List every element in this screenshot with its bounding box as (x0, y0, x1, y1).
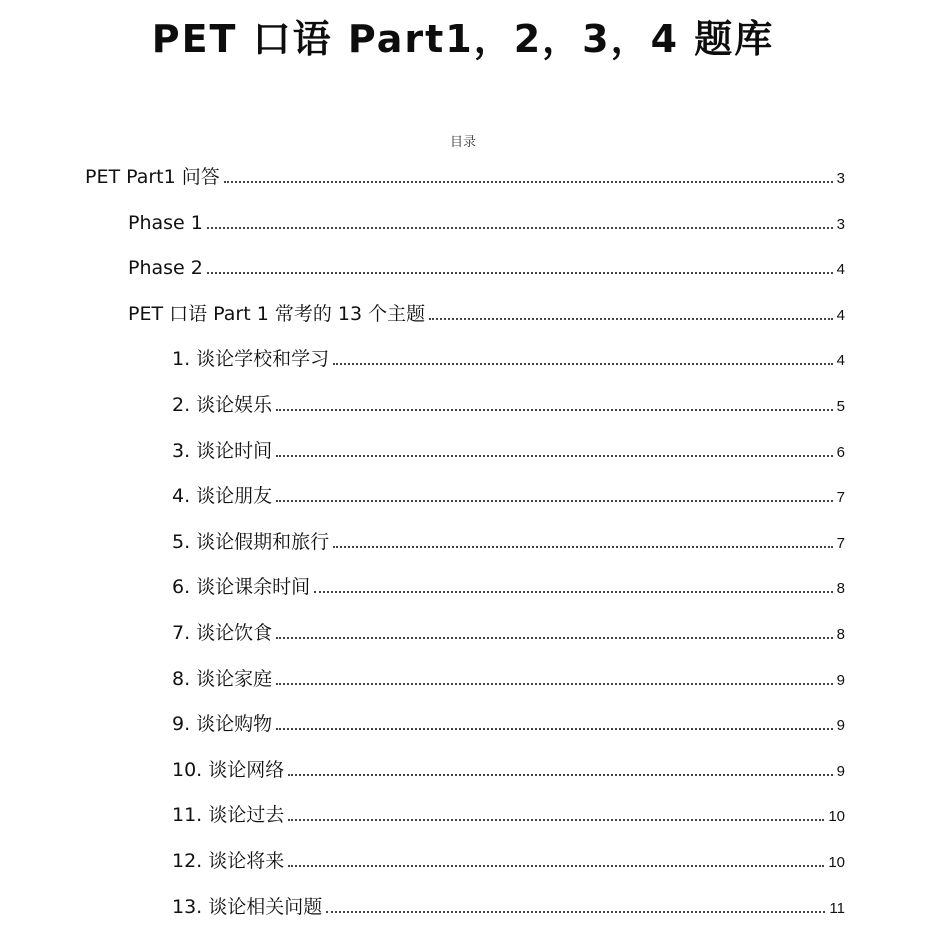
toc-entry[interactable] (172, 895, 845, 919)
toc-entry-label: PET Part1 问答 (85, 166, 220, 188)
toc-entry-label: 6. 谈论课余时间 (172, 576, 311, 598)
toc-dot-leader (333, 546, 832, 548)
toc-entry[interactable] (172, 530, 845, 554)
toc-entry-page-number: 10 (828, 854, 845, 871)
toc-entry-label: 9. 谈论购物 (172, 713, 273, 735)
toc-entry[interactable] (172, 439, 845, 463)
toc-dot-leader (276, 637, 832, 639)
toc-dot-leader (207, 227, 833, 229)
toc-entry[interactable] (172, 758, 845, 782)
toc-entry[interactable] (172, 712, 845, 736)
toc-entry-page-number: 4 (836, 307, 845, 324)
toc-entry-page-number: 9 (836, 672, 845, 689)
toc-entry-page-number: 3 (836, 216, 845, 233)
toc-entry[interactable] (128, 256, 845, 280)
toc-dot-leader (288, 819, 824, 821)
toc-entry-label: 8. 谈论家庭 (172, 668, 273, 690)
toc-entry[interactable] (172, 621, 845, 645)
toc-heading: 目录 (449, 135, 476, 150)
toc-entry-label: Phase 2 (128, 257, 203, 279)
toc-entry[interactable] (172, 575, 845, 599)
document-title: PET 口语 Part1，2，3，4 题库 (151, 17, 775, 61)
toc-entry[interactable] (85, 165, 845, 189)
toc-entry-page-number: 10 (828, 808, 845, 825)
toc-entry-label: PET 口语 Part 1 常考的 13 个主题 (128, 303, 426, 325)
toc-entry[interactable] (172, 484, 845, 508)
toc-entry-page-number: 11 (829, 900, 845, 917)
toc-entry-page-number: 4 (836, 261, 845, 278)
toc-dot-leader (429, 318, 833, 320)
toc-entry[interactable] (172, 803, 845, 827)
toc-entry-label: 13. 谈论相关问题 (172, 896, 323, 918)
toc-dot-leader (326, 911, 825, 913)
toc-dot-leader (276, 455, 832, 457)
toc-entry-label: 4. 谈论朋友 (172, 485, 273, 507)
toc-entry-label: 11. 谈论过去 (172, 804, 285, 826)
toc-dot-leader (314, 591, 832, 593)
toc-entry[interactable] (172, 347, 845, 371)
toc-entry-label: 3. 谈论时间 (172, 440, 273, 462)
toc-dot-leader (276, 409, 832, 411)
toc-entry-label: 7. 谈论饮食 (172, 622, 273, 644)
toc-entry-page-number: 5 (836, 398, 845, 415)
toc-entry[interactable] (128, 302, 845, 326)
toc-entry[interactable] (172, 393, 845, 417)
toc-entry-page-number: 3 (836, 170, 845, 187)
toc-entry-page-number: 7 (836, 535, 845, 552)
toc-entry-page-number: 7 (836, 489, 845, 506)
toc-entry[interactable] (172, 667, 845, 691)
toc-entry[interactable] (172, 849, 845, 873)
toc-dot-leader (224, 181, 833, 183)
toc-entry-page-number: 4 (836, 352, 845, 369)
toc-dot-leader (288, 774, 832, 776)
toc-entry-label: 5. 谈论假期和旅行 (172, 531, 330, 553)
toc-entry-label: 1. 谈论学校和学习 (172, 348, 330, 370)
toc-entry-page-number: 8 (836, 580, 845, 597)
toc-dot-leader (276, 500, 832, 502)
toc-dot-leader (288, 865, 824, 867)
toc-entry-page-number: 6 (836, 444, 845, 461)
toc-dot-leader (276, 683, 832, 685)
toc-dot-leader (207, 272, 833, 274)
toc-dot-leader (333, 363, 832, 365)
toc-entry-page-number: 9 (836, 717, 845, 734)
toc-entry-label: 2. 谈论娱乐 (172, 394, 273, 416)
toc-entry-label: 10. 谈论网络 (172, 759, 285, 781)
toc-entry-label: 12. 谈论将来 (172, 850, 285, 872)
toc-entry[interactable] (128, 211, 845, 235)
toc-dot-leader (276, 728, 832, 730)
toc-entry-page-number: 8 (836, 626, 845, 643)
toc-entry-label: Phase 1 (128, 212, 203, 234)
toc-entry-page-number: 9 (836, 763, 845, 780)
